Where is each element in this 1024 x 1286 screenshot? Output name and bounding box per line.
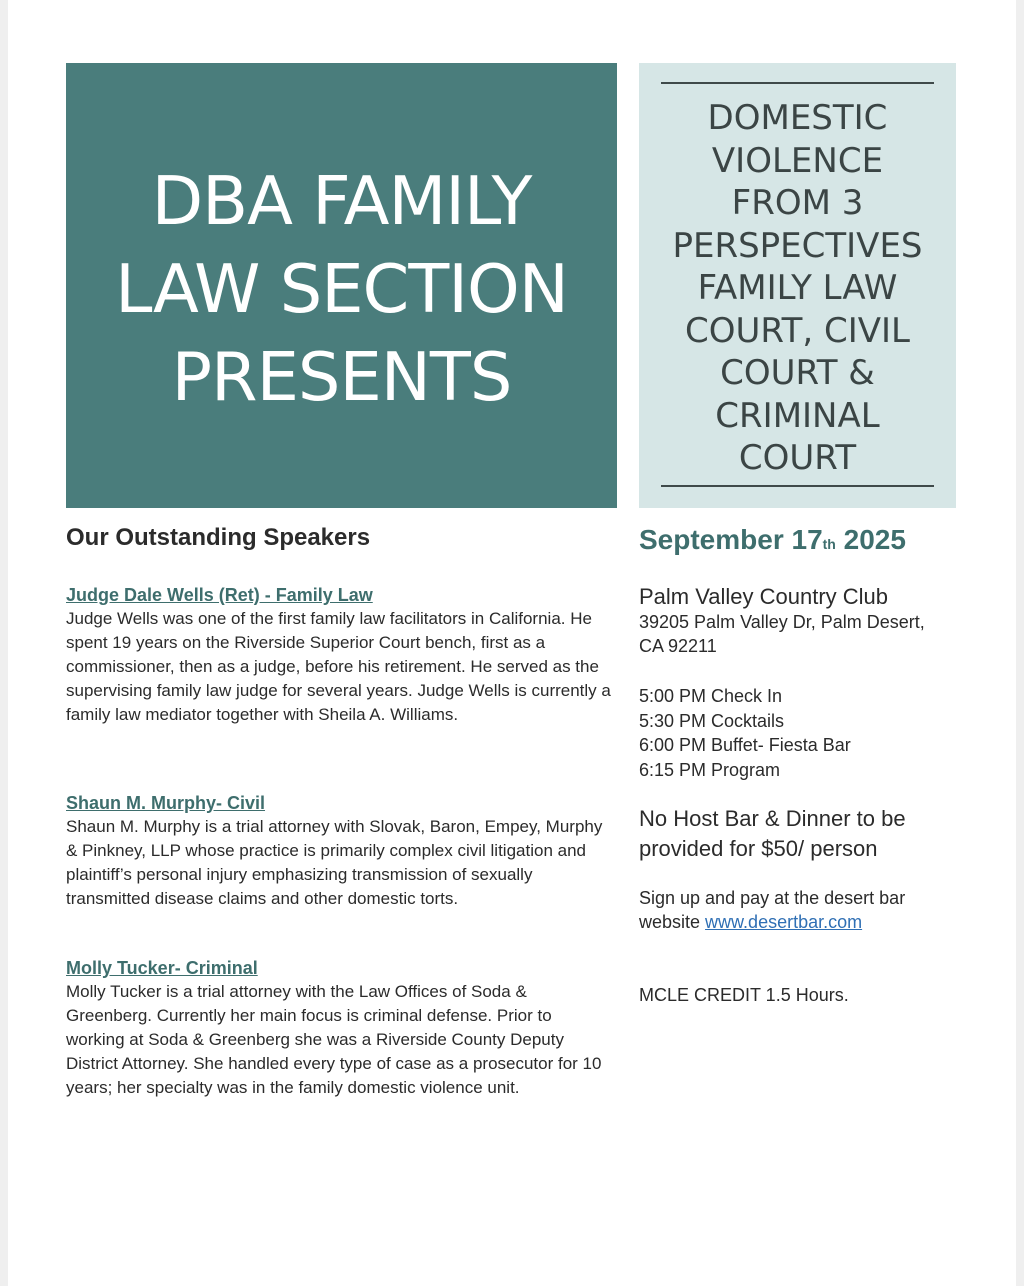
signup-text xyxy=(639,886,969,934)
speaker-name: Shaun M. Murphy- Civil xyxy=(66,793,266,813)
speaker-bio: Judge Wells was one of the first family law facilitators in California. He spent 19 years on the Riverside Superior Court bench, first as a commissioner, then as a judge, before his retirement. He served as the supervising family law judge for several years. Judge Wells is currently a family law mediator together with Sheila A. Williams. xyxy=(66,609,611,724)
event-date-main: September 17 xyxy=(639,524,823,555)
event-date-year: 2025 xyxy=(835,524,906,555)
event-details xyxy=(639,520,979,1005)
event-date xyxy=(639,520,979,560)
speaker-entry xyxy=(66,583,611,727)
topic-top-rule xyxy=(661,82,934,84)
speaker-entry xyxy=(66,956,611,1100)
speaker-bio: Molly Tucker is a trial attorney with the Law Offices of Soda & Greenberg. Currently her main focus is criminal defense. Prior to working at Soda & Greenberg she was a Riverside County Deputy District Attorney. She handled every type of case as a prosecutor for 10 years; her specialty was in the family domestic violence unit. xyxy=(66,982,602,1097)
event-schedule xyxy=(639,684,851,782)
speaker-entry xyxy=(66,791,611,911)
mcle-credit: MCLE CREDIT 1.5 Hours. xyxy=(639,985,849,1005)
hero-title: DBA FAMILY LAW SECTION PRESENTS xyxy=(115,161,568,416)
venue-name: Palm Valley Country Club xyxy=(639,584,889,609)
hero-banner xyxy=(66,63,617,508)
desertbar-link[interactable]: www.desertbar.com xyxy=(705,912,863,932)
venue-address: 39205 Palm Valley Dr, Palm Desert, CA 92211 xyxy=(639,612,925,656)
topic-bottom-rule xyxy=(661,485,934,487)
speakers-section xyxy=(66,520,611,1097)
speaker-name: Molly Tucker- Criminal xyxy=(66,958,258,978)
flyer-page xyxy=(8,0,1016,1286)
schedule-item: 5:00 PM Check In xyxy=(639,686,783,706)
speakers-heading: Our Outstanding Speakers xyxy=(66,524,371,551)
speaker-bio: Shaun M. Murphy is a trial attorney with Slovak, Baron, Empey, Murphy & Pinkney, LLP whose practice is primarily complex civil litigation and plaintiff’s personal injury emphasizing transmission of sexually transmitted disease claims and other domestic torts. xyxy=(66,817,603,908)
speaker-name: Judge Dale Wells (Ret) - Family Law xyxy=(66,585,373,605)
topic-title: DOMESTIC VIOLENCE FROM 3 PERSPECTIVES FAMILY LAW COURT, CIVIL COURT & CRIMINAL COURT xyxy=(672,98,923,478)
signup-label: Sign up and pay at the desert bar website xyxy=(639,888,906,932)
schedule-item: 6:00 PM Buffet- Fiesta Bar xyxy=(639,735,851,755)
event-date-suffix: th xyxy=(822,536,836,552)
schedule-item: 5:30 PM Cocktails xyxy=(639,710,785,731)
schedule-item: 6:15 PM Program xyxy=(639,759,781,780)
dinner-note: No Host Bar & Dinner to be provided for $50/ person xyxy=(639,806,906,861)
topic-box xyxy=(639,63,956,508)
